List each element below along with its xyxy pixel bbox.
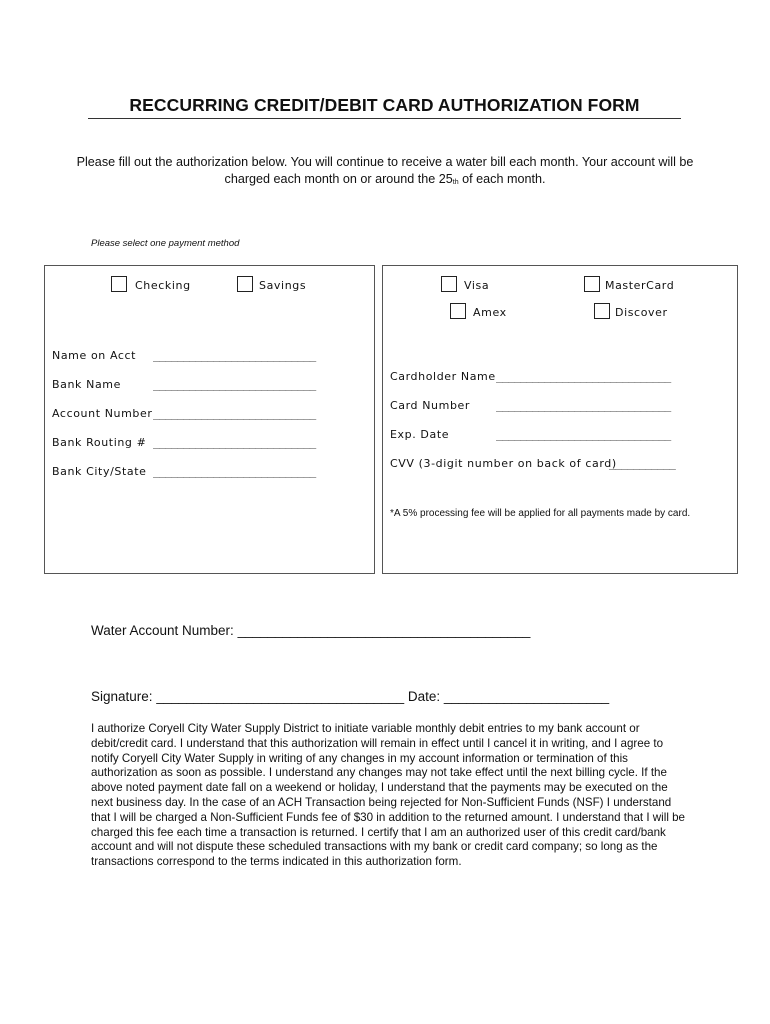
visa-label: Visa bbox=[464, 279, 490, 292]
cardholder-name-field[interactable]: _____________________________ bbox=[496, 370, 671, 383]
savings-checkbox[interactable] bbox=[237, 276, 253, 292]
signature-label: Signature: bbox=[91, 689, 153, 704]
bank-city-state-field[interactable]: ___________________________ bbox=[153, 465, 316, 478]
signature-field[interactable]: _________________________________ bbox=[156, 689, 405, 704]
name-on-acct-field[interactable]: ___________________________ bbox=[153, 349, 316, 362]
checking-label: Checking bbox=[135, 279, 191, 292]
payment-method-note: Please select one payment method bbox=[91, 238, 240, 249]
cvv-label: CVV (3-digit number on back of card) bbox=[390, 457, 617, 470]
mastercard-checkbox[interactable] bbox=[584, 276, 600, 292]
checking-checkbox[interactable] bbox=[111, 276, 127, 292]
account-number-label: Account Number bbox=[52, 407, 153, 420]
water-account-field[interactable]: _______________________________________ bbox=[237, 623, 531, 638]
cvv-field[interactable]: ___________ bbox=[609, 457, 676, 470]
card-payment-box bbox=[382, 265, 738, 574]
form-title: RECCURRING CREDIT/DEBIT CARD AUTHORIZATION FORM bbox=[129, 95, 640, 115]
bank-name-field[interactable]: ___________________________ bbox=[153, 378, 316, 391]
amex-checkbox[interactable] bbox=[450, 303, 466, 319]
bank-name-label: Bank Name bbox=[52, 378, 121, 391]
processing-fee-note: *A 5% processing fee will be applied for all payments made by card. bbox=[390, 508, 691, 519]
intro-superscript: th bbox=[452, 179, 459, 186]
bank-routing-field[interactable]: ___________________________ bbox=[153, 436, 316, 449]
intro-part-2: of each month. bbox=[458, 172, 546, 186]
card-number-field[interactable]: _____________________________ bbox=[496, 399, 671, 412]
title-underline bbox=[88, 118, 681, 119]
date-label: Date: bbox=[407, 689, 441, 704]
account-number-field[interactable]: ___________________________ bbox=[153, 407, 316, 420]
amex-label: Amex bbox=[473, 306, 507, 319]
exp-date-field[interactable]: _____________________________ bbox=[496, 428, 671, 441]
name-on-acct-label: Name on Acct bbox=[52, 349, 137, 362]
visa-checkbox[interactable] bbox=[441, 276, 457, 292]
discover-checkbox[interactable] bbox=[594, 303, 610, 319]
card-number-label: Card Number bbox=[390, 399, 471, 412]
exp-date-label: Exp. Date bbox=[390, 428, 450, 441]
mastercard-label: MasterCard bbox=[605, 279, 675, 292]
discover-label: Discover bbox=[615, 306, 668, 319]
intro-text bbox=[60, 154, 710, 191]
water-account-row bbox=[91, 623, 530, 638]
signature-row bbox=[91, 689, 609, 704]
cardholder-name-label: Cardholder Name bbox=[390, 370, 496, 383]
bank-city-state-label: Bank City/State bbox=[52, 465, 147, 478]
date-field[interactable]: ______________________ bbox=[443, 689, 610, 704]
bank-routing-label: Bank Routing # bbox=[52, 436, 147, 449]
water-account-label: Water Account Number: bbox=[91, 623, 234, 638]
intro-part-1: Please fill out the authorization below. You will continue to receive a water bill each month. Your account will be charged each month on or around the 25 bbox=[76, 155, 694, 186]
savings-label: Savings bbox=[259, 279, 307, 292]
authorization-paragraph: I authorize Coryell City Water Supply District to initiate variable monthly debit entries to my bank account or debit/credit card. I understand that this authorization will remain in effect until I cancel it in writing, and I agree to notify Coryell City Water Supply in writing of any changes in my account information or termination of this authorization as soon as possible. I understand any changes may not take effect until the next billing cycle. If the above noted payment date fall on a weekend or holiday, I understand that the payments may be executed on the next business day. In the case of an ACH Transaction being rejected for Non-Sufficient Funds (NSF) I understand that I will be charged a Non-Sufficient Funds fee of $30 in addition to the returned amount. I understand that I will be charged this fee each time a transaction is returned. I certify that I am an authorized user of this credit card/bank account and will not dispute these scheduled transactions with my bank or credit card company; so long as the transactions correspond to the terms indicated in this authorization form. bbox=[91, 722, 686, 869]
